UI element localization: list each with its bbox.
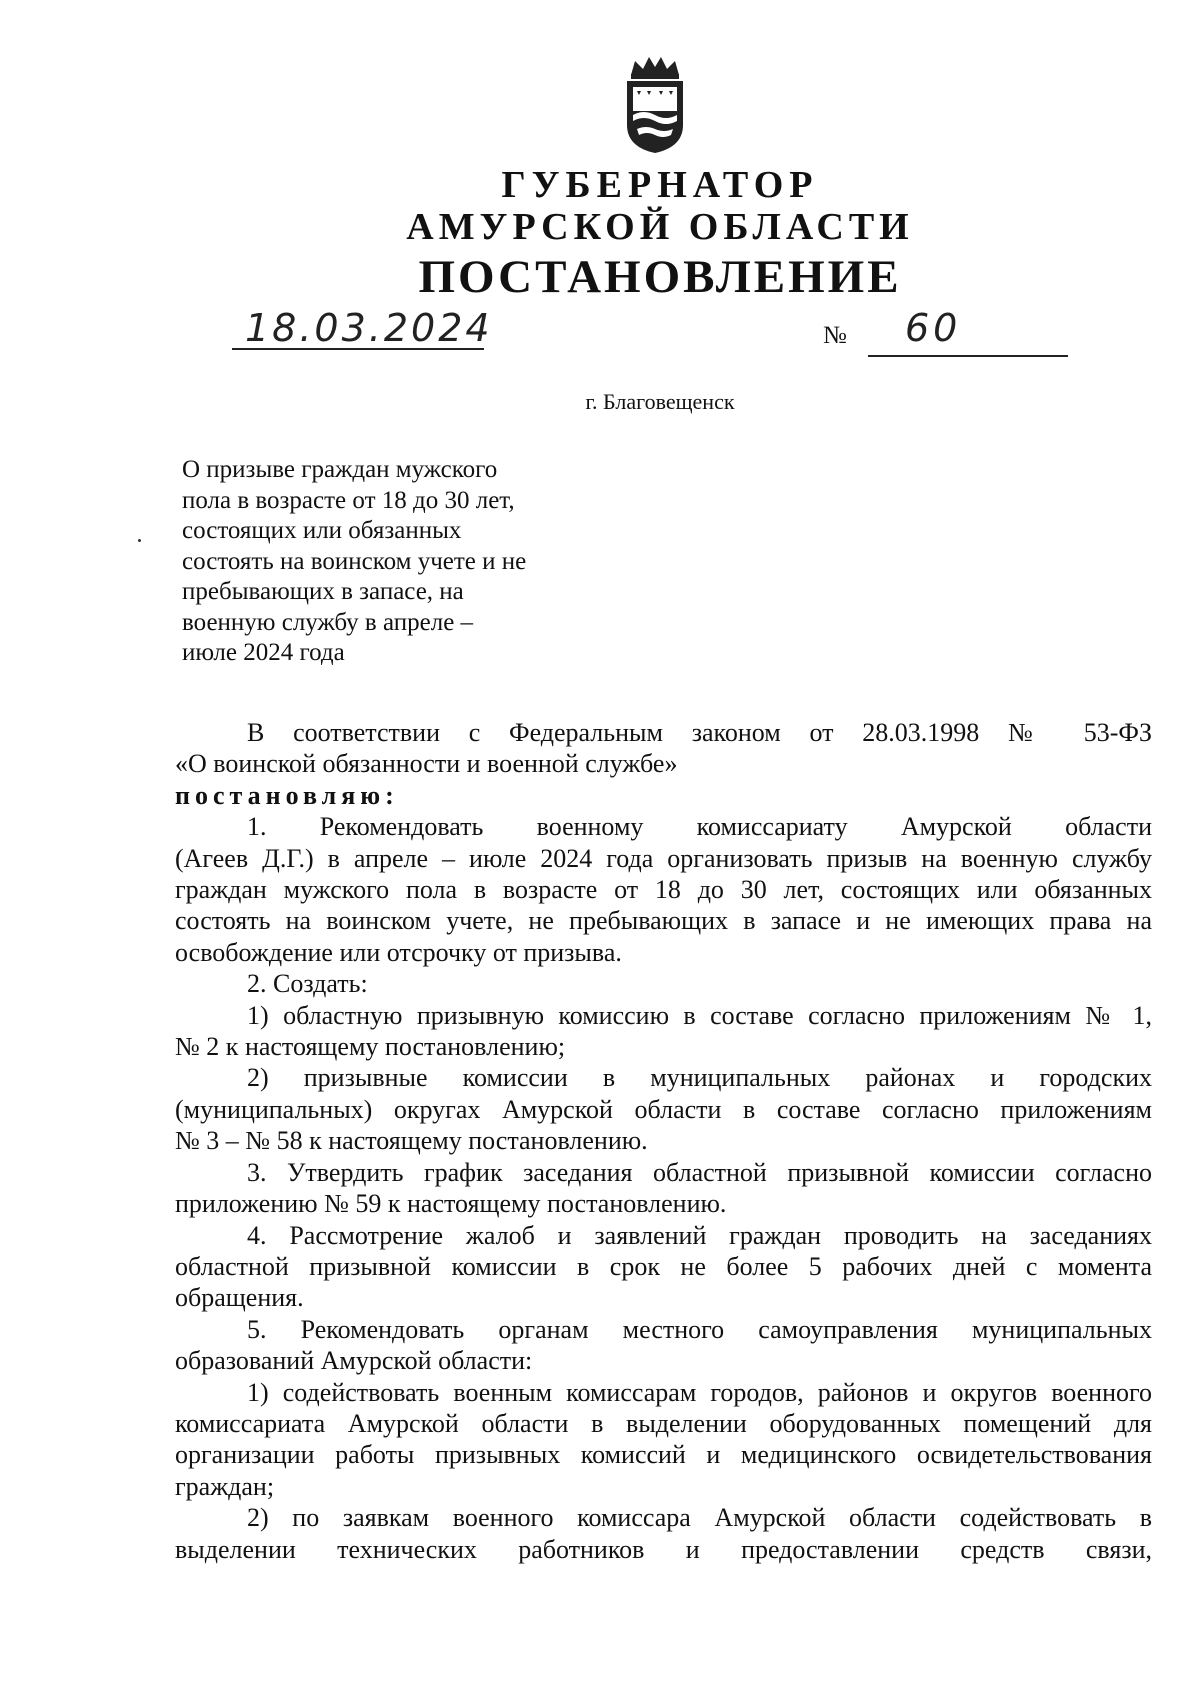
paragraph-1-line: состоять на воинском учете, не пребывающих в запасе и не имеющих права на: [175, 906, 1152, 936]
paragraph-2-2-line: 2) призывные комиссии в муниципальных районах и городских: [247, 1063, 1152, 1093]
preamble-line: «О воинской обязанности и военной службе»: [175, 749, 678, 779]
paragraph-3-line: 3. Утвердить график заседания областной призывной комиссии согласно: [247, 1157, 1152, 1187]
paragraph-5-line: образований Амурской области:: [175, 1346, 533, 1376]
subject-line: состоящих или обязанных: [182, 517, 462, 544]
subject-line: пребывающих в запасе, на: [182, 578, 464, 605]
paragraph-5-1-line: организации работы призывных комиссий и медицинского освидетельствования: [175, 1440, 1152, 1470]
scan-speck: [138, 539, 141, 542]
paragraph-1-line: освобождение или отсрочку от призыва.: [175, 937, 622, 967]
paragraph-3-line: приложению № 59 к настоящему постановлению.: [175, 1189, 727, 1219]
number-sign: №: [823, 322, 847, 349]
paragraph-2-2-line: (муниципальных) округах Амурской области в составе согласно приложениям: [175, 1094, 1152, 1124]
paragraph-5-1-line: комиссариата Амурской области в выделении оборудованных помещений для: [175, 1408, 1152, 1438]
document-subject: [182, 455, 602, 669]
paragraph-1-line: (Агеев Д.Г.) в апреле – июле 2024 года организовать призыв на военную службу: [175, 843, 1152, 873]
subject-line: состоять на воинском учете и не: [182, 547, 527, 575]
subject-line: О призыве граждан мужского: [182, 456, 498, 483]
subject-line: пола в возрасте от 18 до 30 лет,: [182, 486, 515, 514]
date-underline: [232, 348, 484, 350]
paragraph-5-1-line: 1) содействовать военным комиссарам городов, районов и округов военного: [247, 1377, 1152, 1407]
paragraph-5-line: 5. Рекомендовать органам местного самоуправления муниципальных: [247, 1314, 1152, 1344]
paragraph-2-1-line: 1) областную призывную комиссию в составе согласно приложениям № 1,: [247, 1000, 1152, 1030]
subject-line: июле 2024 года: [182, 639, 345, 666]
paragraph-2-2-line: № 3 – № 58 к настоящему постановлению.: [175, 1126, 648, 1156]
paragraph-5-2-line: 2) по заявкам военного комиссара Амурской области содействовать в: [247, 1503, 1152, 1533]
paragraph-1-line: 1. Рекомендовать военному комиссариату Амурской области: [247, 812, 1152, 842]
preamble-line: В соответствии с Федеральным законом от 28.03.1998 № 53-ФЗ: [247, 718, 1152, 747]
paragraph-4-line: областной призывной комиссии в срок не более 5 рабочих дней с момента: [175, 1251, 1152, 1281]
resolve-keyword: постановляю:: [175, 780, 399, 810]
paragraph-5-1-line: граждан;: [175, 1471, 275, 1501]
number-underline: [868, 355, 1068, 357]
coat-of-arms-icon: [617, 55, 693, 155]
paragraph-2-1-line: № 2 к настоящему постановлению;: [175, 1032, 566, 1062]
subject-line: военную службу в апреле –: [182, 608, 474, 636]
paragraph-1-line: граждан мужского пола в возрасте от 18 до 30 лет, состоящих или обязанных: [175, 875, 1152, 905]
document-type-title: ПОСТАНОВЛЕНИЕ: [418, 251, 902, 303]
paragraph-2-line: 2. Создать:: [247, 969, 368, 999]
paragraph-4-line: 4. Рассмотрение жалоб и заявлений граждан проводить на заседаниях: [247, 1220, 1152, 1250]
paragraph-4-line: обращения.: [175, 1283, 304, 1313]
governor-title: ГУБЕРНАТОР: [501, 164, 819, 206]
handwritten-number: 60: [905, 306, 962, 350]
handwritten-date: 18.03.2024: [245, 306, 493, 350]
region-title: АМУРСКОЙ ОБЛАСТИ: [406, 206, 914, 248]
city-label: г. Благовещенск: [585, 389, 735, 414]
paragraph-5-2-line: выделении технических работников и предоставлении средств связи,: [175, 1534, 1152, 1564]
document-body: [175, 717, 1152, 1565]
